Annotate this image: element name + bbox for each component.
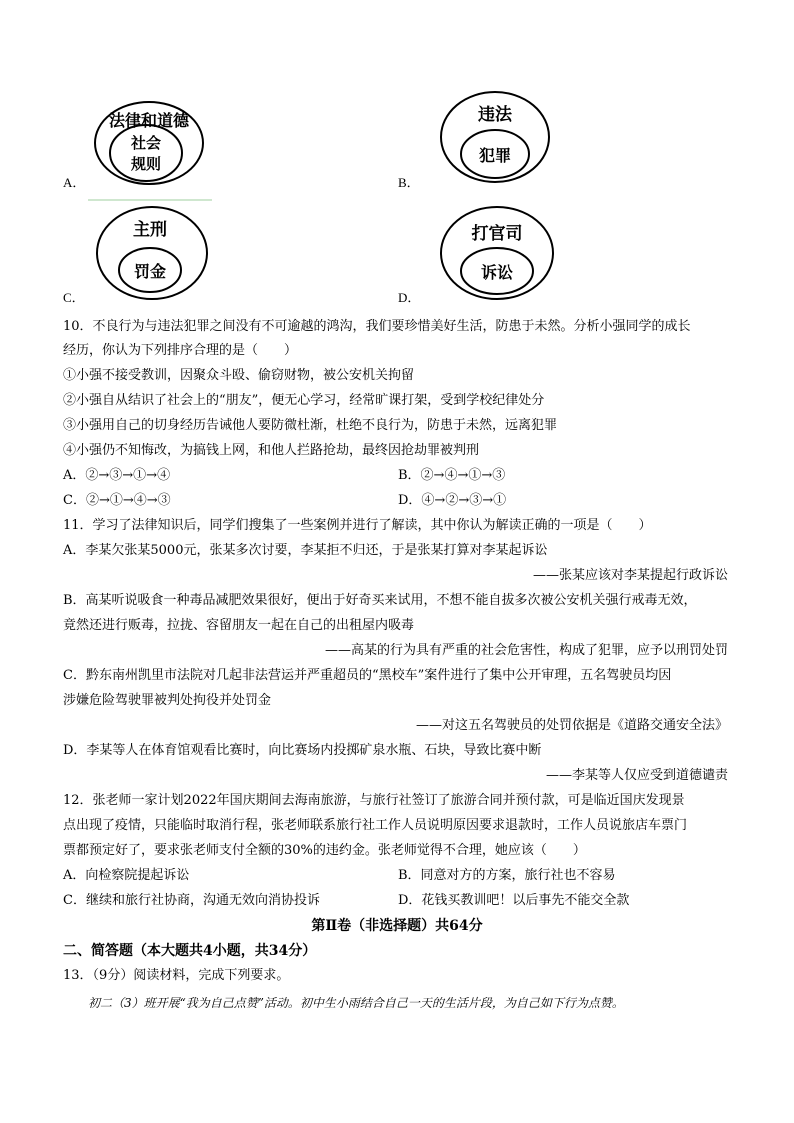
q13-stem: 13．（9分）阅读材料，完成下列要求。 — [63, 968, 290, 983]
q12-option-b[interactable]: B．同意对方的方案，旅行社也不容易 — [398, 868, 616, 883]
diagram-b-inner-text: 犯罪 — [478, 146, 512, 165]
q11-option-c-note: ——对这五名驾驶员的处罚依据是《道路交通安全法》 — [415, 718, 728, 733]
diagram-c-inner-text: 罚金 — [133, 262, 167, 281]
section-title: 第Ⅱ卷（非选择题）共64分 — [311, 918, 483, 934]
q12-stem-line3: 票都预定好了，要求张老师支付全额的30%的违约金。张老师觉得不合理，她应该（ ） — [63, 843, 586, 858]
q10-item-2: ②小强自从结识了社会上的“朋友”，便无心学习，经常旷课打架，受到学校纪律处分 — [63, 393, 545, 408]
q10-option-b[interactable]: B．②→④→①→③ — [398, 468, 506, 483]
q11-option-a[interactable]: A．李某欠张某5000元，张某多次讨要，李某拒不归还，于是张某打算对李某起诉讼 — [63, 543, 548, 558]
q10-item-1: ①小强不接受教训，因聚众斗殴、偷窃财物，被公安机关拘留 — [63, 368, 415, 383]
q10-option-a[interactable]: A．②→③→①→④ — [63, 468, 171, 483]
diagram-a-outer-text: 法律和道德 — [108, 111, 190, 130]
q10-stem-line2: 经历，你认为下列排序合理的是（ ） — [63, 343, 298, 358]
option-b-label: B． — [398, 175, 420, 190]
q11-option-b-note: ——高某的行为具有严重的社会危害性，构成了犯罪，应予以刑罚处罚 — [324, 643, 728, 658]
diagram-d-outer-text: 打官司 — [471, 224, 523, 244]
q11-stem: 11．学习了法律知识后，同学们搜集了一些案例并进行了解读，其中你认为解读正确的一项是（ ） — [63, 518, 652, 533]
q11-option-c-line1[interactable]: C．黔东南州凯里市法院对几起非法营运并严重超员的“黑校车”案件进行了集中公开审理，五名驾驶员均因 — [63, 668, 672, 683]
q12-stem-line1: 12．张老师一家计划2022年国庆期间去海南旅游，与旅行社签订了旅游合同并预付款，可是临近国庆发现景 — [63, 793, 685, 808]
q12-option-c[interactable]: C．继续和旅行社协商，沟通无效向消协投诉 — [63, 893, 320, 908]
option-a-label: A． — [63, 175, 86, 190]
q11-option-b-line1[interactable]: B．高某听说吸食一种毒品减肥效果很好，便出于好奇买来试用，不想不能自拔多次被公安机关强行戒毒无效， — [63, 593, 697, 608]
diagram-c-outer-text: 主刑 — [133, 220, 167, 240]
q12-option-d[interactable]: D．花钱买教训吧！以后事先不能交全款 — [398, 893, 630, 908]
diagram-a-inner-text-2: 规则 — [130, 155, 162, 173]
diagram-d-inner-text: 诉讼 — [480, 263, 514, 282]
q11-option-d[interactable]: D．李某等人在体育馆观看比赛时，向比赛场内投掷矿泉水瓶、石块，导致比赛中断 — [63, 743, 542, 758]
diagram-a-inner-text-1: 社会 — [130, 134, 162, 152]
q10-stem-line1: 10．不良行为与违法犯罪之间没有不可逾越的鸿沟，我们要珍惜美好生活，防患于未然。分析小强同学的成长 — [63, 319, 691, 334]
q10-item-4: ④小强仍不知悔改，为搞钱上网，和他人拦路抢劫，最终因抢劫罪被判刑 — [63, 443, 480, 458]
q11-option-c-line2: 涉嫌危险驾驶罪被判处拘役并处罚金 — [63, 693, 272, 708]
option-c-label: C． — [63, 290, 85, 305]
section-heading: 二、简答题（本大题共4小题，共34分） — [63, 943, 317, 959]
q11-option-b-line2: 竟然还进行贩毒，拉拢、容留朋友一起在自己的出租屋内吸毒 — [63, 618, 415, 633]
option-d-label: D． — [398, 290, 421, 305]
diagram-b — [433, 86, 558, 190]
diagram-a — [86, 96, 216, 206]
q10-option-d[interactable]: D．④→②→③→① — [398, 493, 507, 508]
outer-circle-d — [441, 207, 553, 299]
q12-option-a[interactable]: A．向检察院提起诉讼 — [63, 868, 190, 883]
q11-option-d-note: ——李某等人仅应受到道德谴责 — [545, 768, 728, 783]
q10-item-3: ③小强用自己的切身经历告诫他人要防微杜渐，杜绝不良行为，防患于未然，远离犯罪 — [63, 418, 558, 433]
diagram-b-outer-text: 违法 — [478, 105, 512, 125]
q11-option-a-note: ——张某应该对李某提起行政诉讼 — [532, 568, 728, 583]
q13-material: 初二（3）班开展“我为自己点赞”活动。初中生小雨结合自己一天的生活片段，为自己如下行为点赞。 — [88, 996, 624, 1010]
q12-stem-line2: 点出现了疫情，只能临时取消行程，张老师联系旅行社工作人员说明原因要求退款时，工作人员说旅店车票门 — [63, 818, 688, 833]
diagram-c — [92, 202, 214, 306]
diagram-d — [435, 202, 560, 306]
q10-option-c[interactable]: C．②→①→④→③ — [63, 493, 171, 508]
